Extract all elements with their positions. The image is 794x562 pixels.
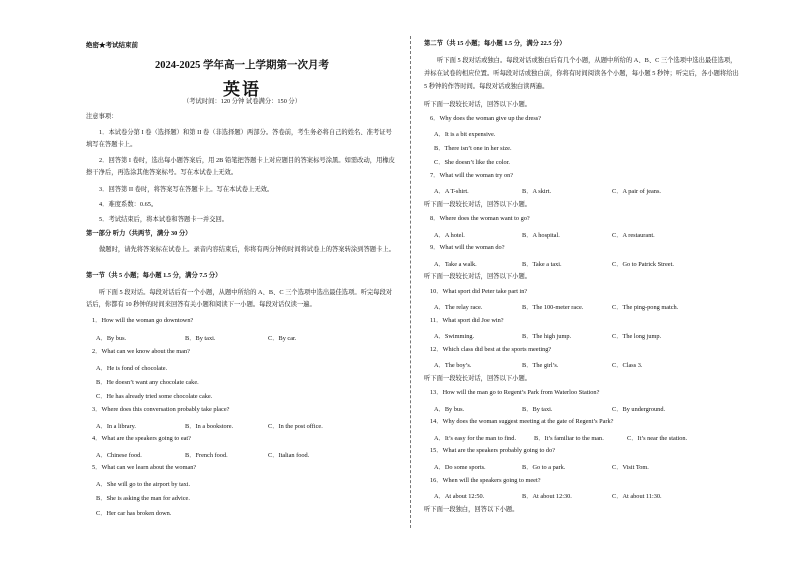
question: 12．Which class did best at the sports meeting? [430, 346, 552, 353]
section1-heading: 第一节（共 5 小题；每小题 1.5 分，满分 7.5 分） [86, 272, 222, 279]
option-c: C．He has already tried some chocolate cake. [96, 393, 213, 400]
option-c: C．A pair of jeans. [612, 188, 661, 195]
option-b: B．There isn’t one in her size. [434, 145, 512, 152]
option-b: B．In a bookstore. [185, 423, 234, 430]
option-b: B．Take a taxi. [522, 261, 562, 268]
part1-heading: 第一部分 听力（共两节，满分 30 分） [86, 230, 192, 237]
option-b: B．By taxi. [522, 406, 553, 413]
option-a: A．By bus. [434, 406, 465, 413]
option-c: C．At about 11:30. [612, 493, 662, 500]
exam-info: （考试时间：120 分钟 试卷满分：150 分） [182, 98, 302, 105]
option-a: A．Swimming. [434, 333, 475, 340]
section2-intro: 听下面 5 段对话或独白。每段对话或独白后有几个小题，从题中所给的 A、B、C 三个选项中选出最佳选项，并标在试卷的相应位置。听每段对话或独白前，你将有时间阅读各个小题，每小题 5 秒钟；听完后，各小题将给出 5 秒钟的作答时间。每段对话或独白读两遍。 [424, 57, 739, 90]
listen-instruction: 听下面一段独白，回答以下小题。 [424, 506, 519, 513]
option-a: A．A T-shirt. [434, 188, 469, 195]
question: 1．How will the woman go downtown? [92, 317, 194, 324]
option-c: C．Visit Tom. [612, 464, 649, 471]
option-c: C．Italian food. [268, 452, 310, 459]
option-c: C．Her car has broken down. [96, 510, 172, 517]
note-item: 4．难度系数：0.65。 [99, 201, 158, 208]
question: 9．What will the woman do? [430, 244, 505, 251]
option-a: A．By bus. [96, 335, 127, 342]
note-item: 1．本试卷分第 I 卷（选择题）和第 II 卷（非选择题）两部分。答卷前，考生务必将自己的姓名、准考证号填写在答题卡上。 [86, 129, 392, 148]
option-b: B．The high jump. [522, 333, 572, 340]
question: 8．Where does the woman want to go? [430, 215, 530, 222]
question: 7．What will the woman try on? [430, 172, 514, 179]
option-b: B．A hospital. [522, 232, 560, 239]
note-item: 3．回答第 II 卷时，将答案写在答题卡上。写在本试卷上无效。 [99, 186, 274, 193]
note-item: 2．回答第 I 卷时，选出每小题答案后，用 2B 铅笔把答题卡上对应题目的答案标号涂黑。如需改动，用橡皮擦干净后，再选涂其他答案标号。写在本试卷上无效。 [86, 157, 395, 176]
option-b: B．Go to a park. [522, 464, 566, 471]
question: 6．Why does the woman give up the dress? [430, 115, 542, 122]
listen-instruction: 听下面一段较长对话，回答以下小题。 [424, 101, 532, 108]
option-a: A．The boy’s. [434, 362, 472, 369]
question: 3．Where does this conversation probably take place? [92, 406, 230, 413]
question: 16．When will the speakers going to meet? [430, 477, 541, 484]
option-a: A．She will go to the airport by taxi. [96, 481, 191, 488]
option-c: C．In the post office. [268, 423, 323, 430]
option-b: B．A skirt. [522, 188, 552, 195]
question: 15．What are the speakers probably going to do? [430, 447, 556, 454]
question: 13．How will the man go to Regent’s Park from Waterloo Station? [430, 389, 600, 396]
option-c: C．Go to Patrick Street. [612, 261, 674, 268]
option-c: C．She doesn’t like the color. [434, 159, 510, 166]
subject-title: 英语 [223, 80, 261, 99]
listen-instruction: 听下面一段较长对话，回答以下小题。 [424, 273, 532, 280]
column-divider [410, 36, 411, 528]
option-b: B．It’s familiar to the man. [534, 435, 604, 442]
option-b: B．The girl’s. [522, 362, 559, 369]
exam-title: 2024-2025 学年高一上学期第一次月考 [154, 60, 330, 71]
option-c: C．It’s near the station. [627, 435, 688, 442]
section1-intro: 听下面 5 段对话。每段对话后有一个小题，从题中所给的 A、B、C 三个选项中选出最佳选项。听完每段对话后，你都有 10 秒钟的时间来回答有关小题和阅读下一小题。每段对话仅读一遍。 [86, 289, 393, 308]
option-c: C．By car. [268, 335, 297, 342]
option-a: A．In a library. [96, 423, 136, 430]
section2-heading: 第二节（共 15 小题；每小题 1.5 分，满分 22.5 分） [424, 40, 566, 47]
option-b: B．She is asking the man for advice. [96, 495, 190, 502]
option-b: B．French food. [185, 452, 228, 459]
option-c: C．A restaurant. [612, 232, 655, 239]
option-b: B．By taxi. [185, 335, 216, 342]
option-c: C．By underground. [612, 406, 666, 413]
option-b: B．At about 12:30. [522, 493, 572, 500]
question: 5．What can we learn about the woman? [92, 464, 197, 471]
option-c: C．The long jump. [612, 333, 662, 340]
question: 11．What sport did Joe win? [430, 317, 504, 324]
option-a: A．He is fond of chocolate. [96, 365, 168, 372]
question: 4．What are the speakers going to eat? [92, 435, 191, 442]
listen-instruction: 听下面一段较长对话，回答以下小题。 [424, 375, 532, 382]
option-a: A．A hotel. [434, 232, 465, 239]
listen-instruction: 听下面一段较长对话，回答以下小题。 [424, 201, 532, 208]
option-a: A．Chinese food. [96, 452, 142, 459]
option-a: A．The relay race. [434, 304, 483, 311]
option-b: B．The 100-meter race. [522, 304, 584, 311]
option-a: A．At about 12:50. [434, 493, 485, 500]
question: 2．What can we know about the man? [92, 348, 190, 355]
option-a: A．Do some sports. [434, 464, 486, 471]
note-item: 5．考试结束后，将本试卷和答题卡一并交回。 [99, 216, 229, 223]
secret-tag: 绝密★考试结束前 [86, 42, 138, 49]
option-b: B．He doesn’t want any chocolate cake. [96, 379, 199, 386]
question: 14．Why does the woman suggest meeting at the gate of Regent’s Park? [430, 418, 614, 425]
option-c: C．Class 3. [612, 362, 643, 369]
notes-heading: 注意事项： [86, 113, 118, 120]
question: 10．What sport did Peter take part in? [430, 288, 528, 295]
part1-intro: 做题时，请先将答案标在试卷上。录音内容结束后，你将有两分钟的时间将试卷上的答案转涂到答题卡上。 [99, 246, 395, 253]
option-a: A．It’s easy for the man to find. [434, 435, 517, 442]
option-c: C．The ping-pong match. [612, 304, 679, 311]
option-a: A．It is a bit expensive. [434, 131, 496, 138]
option-a: A．Take a walk. [434, 261, 477, 268]
